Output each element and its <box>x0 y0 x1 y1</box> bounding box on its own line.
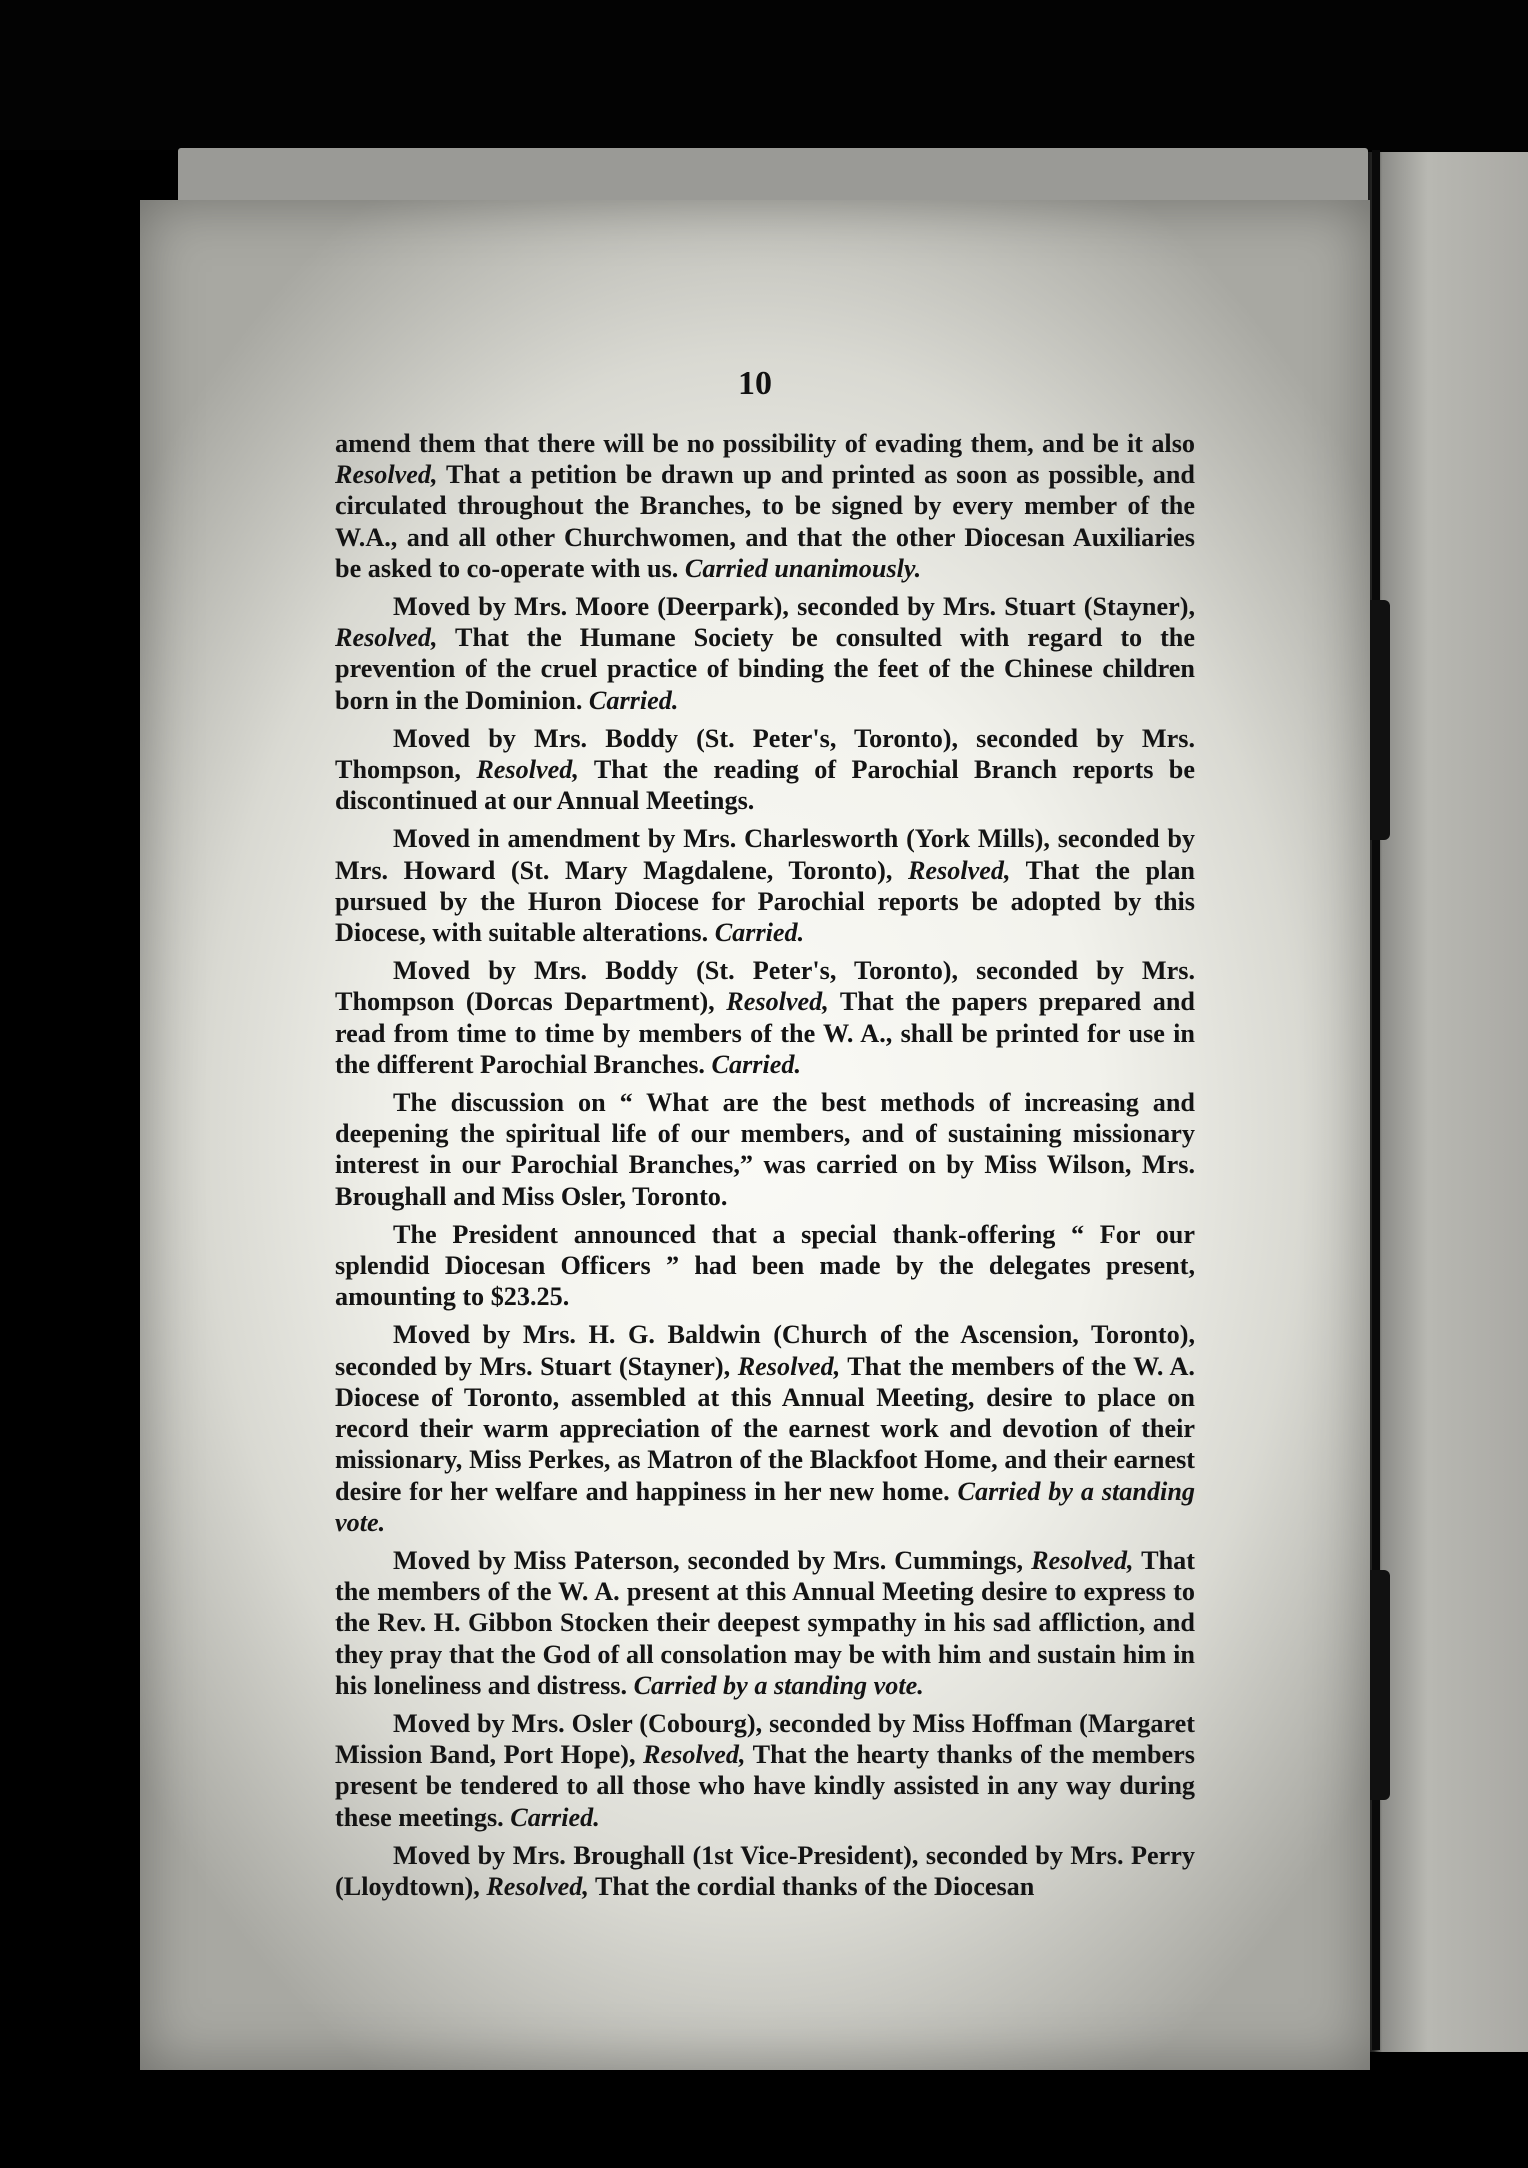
italic-text: Carried. <box>510 1802 600 1832</box>
document-page <box>140 200 1370 2070</box>
text-run: amend them that there will be no possibility of evading them, and be it also <box>335 429 1195 458</box>
paragraph <box>335 1840 1195 1902</box>
text-run: That the plan pursued by the Huron Diocese for Parochial reports be adopted by this Diocese, with suitable alterations. <box>335 855 1195 948</box>
text-run: Moved by Mrs. Osler (Cobourg), seconded by Miss Hoffman (Margaret Mission Band, Port Hope), <box>335 1708 1195 1770</box>
text-run: That the Humane Society be consulted with regard to the prevention of the cruel practice of binding the feet of the Chinese children born in the Dominion. <box>335 623 1195 715</box>
paragraph <box>335 1545 1195 1701</box>
text-run: That the reading of Parochial Branch reports be discontinued at our Annual Meetings. <box>335 755 1195 816</box>
text-run: The President announced that a special thank-offering “ For our splendid Diocesan Officers ” had been made by the delegates present, amounting to $23.25. <box>335 1219 1195 1312</box>
paragraph <box>335 1319 1195 1537</box>
paragraph <box>335 1087 1195 1212</box>
paragraph <box>335 428 1195 584</box>
paragraph <box>335 723 1195 817</box>
italic-text: Carried. <box>588 685 679 715</box>
text-run: Moved by Mrs. Broughall (1st Vice-President), seconded by Mrs. Perry (Lloydtown), <box>335 1840 1195 1901</box>
paragraph <box>335 1219 1195 1313</box>
text-run: That a petition be drawn up and printed as soon as possible, and circulated throughout the Branches, to be signed by every member of the W.A., and all other Churchwomen, and that the other Diocesan Auxiliaries be asked to co-operate with us. <box>335 460 1195 583</box>
italic-text: Carried. <box>711 1049 802 1079</box>
italic-text: Resolved, <box>726 987 829 1017</box>
text-run: That the members of the W. A. Diocese of Toronto, assembled at this Annual Meeting, desire to place on record their warm appreciation of the earnest work and devotion of their missionary, Miss Perkes, as Matron of the Blackfoot Home, and their earnest desire for her welfare and happiness in her new home. <box>335 1351 1195 1506</box>
italic-text: Resolved, <box>907 855 1011 885</box>
facing-page-edge <box>1368 152 1528 2052</box>
italic-text: Resolved, <box>476 755 579 785</box>
paragraph <box>335 955 1195 1080</box>
text-run: Moved by Mrs. Moore (Deerpark), seconded by Mrs. Stuart (Stayner), <box>393 592 1195 622</box>
italic-text: Resolved, <box>737 1351 841 1381</box>
italic-text: Carried by a standing vote. <box>335 1476 1195 1537</box>
text-run: That the papers prepared and read from time to time by members of the W. A., shall be printed for use in the different Parochial Branches. <box>335 987 1195 1079</box>
text-run: Moved by Mrs. H. G. Baldwin (Church of the Ascension, Toronto), seconded by Mrs. Stuart (Stayner), <box>335 1320 1195 1381</box>
body-text <box>335 428 1195 1909</box>
italic-text: Carried by a standing vote. <box>633 1670 924 1700</box>
italic-text: Resolved, <box>486 1871 589 1901</box>
text-run: That the members of the W. A. present at this Annual Meeting desire to express to the Rev. H. Gibbon Stocken their deepest sympathy in his sad affliction, and they pray that the God of all consolation may be with him and sustain him in his loneliness and distress. <box>335 1545 1195 1700</box>
text-run: Moved by Mrs. Boddy (St. Peter's, Toronto), seconded by Mrs. Thompson (Dorcas Department), <box>335 956 1195 1017</box>
paragraph <box>335 823 1195 948</box>
italic-text: Resolved, <box>1031 1545 1134 1575</box>
page-number: 10 <box>738 365 772 402</box>
paragraph <box>335 591 1195 716</box>
italic-text: Resolved, <box>335 460 438 490</box>
italic-text: Carried. <box>714 918 805 948</box>
text-run: That the cordial thanks of the Diocesan <box>588 1871 1035 1901</box>
text-run: Moved by Mrs. Boddy (St. Peter's, Toronto), seconded by Mrs. Thompson, <box>335 723 1195 785</box>
scan-border-top <box>0 0 1528 150</box>
text-run: The discussion on “ What are the best methods of increasing and deepening the spiritual life of our members, and of sustaining missionary interest in our Parochial Branches,” was carried on by Miss Wilson, Mrs. Broughall and Miss Osler, Toronto. <box>335 1088 1195 1211</box>
italic-text: Resolved, <box>643 1740 746 1770</box>
italic-text: Carried unanimously. <box>684 553 922 583</box>
text-run: Moved in amendment by Mrs. Charlesworth (York Mills), seconded by Mrs. Howard (St. Mary Magdalene, Toronto), <box>335 824 1195 885</box>
italic-text: Resolved, <box>335 623 438 653</box>
paragraph <box>335 1708 1195 1833</box>
text-run: Moved by Miss Paterson, seconded by Mrs. Cummings, <box>393 1545 1032 1575</box>
text-run: That the hearty thanks of the members present be tendered to all those who have kindly assisted in any way during these meetings. <box>335 1740 1195 1832</box>
